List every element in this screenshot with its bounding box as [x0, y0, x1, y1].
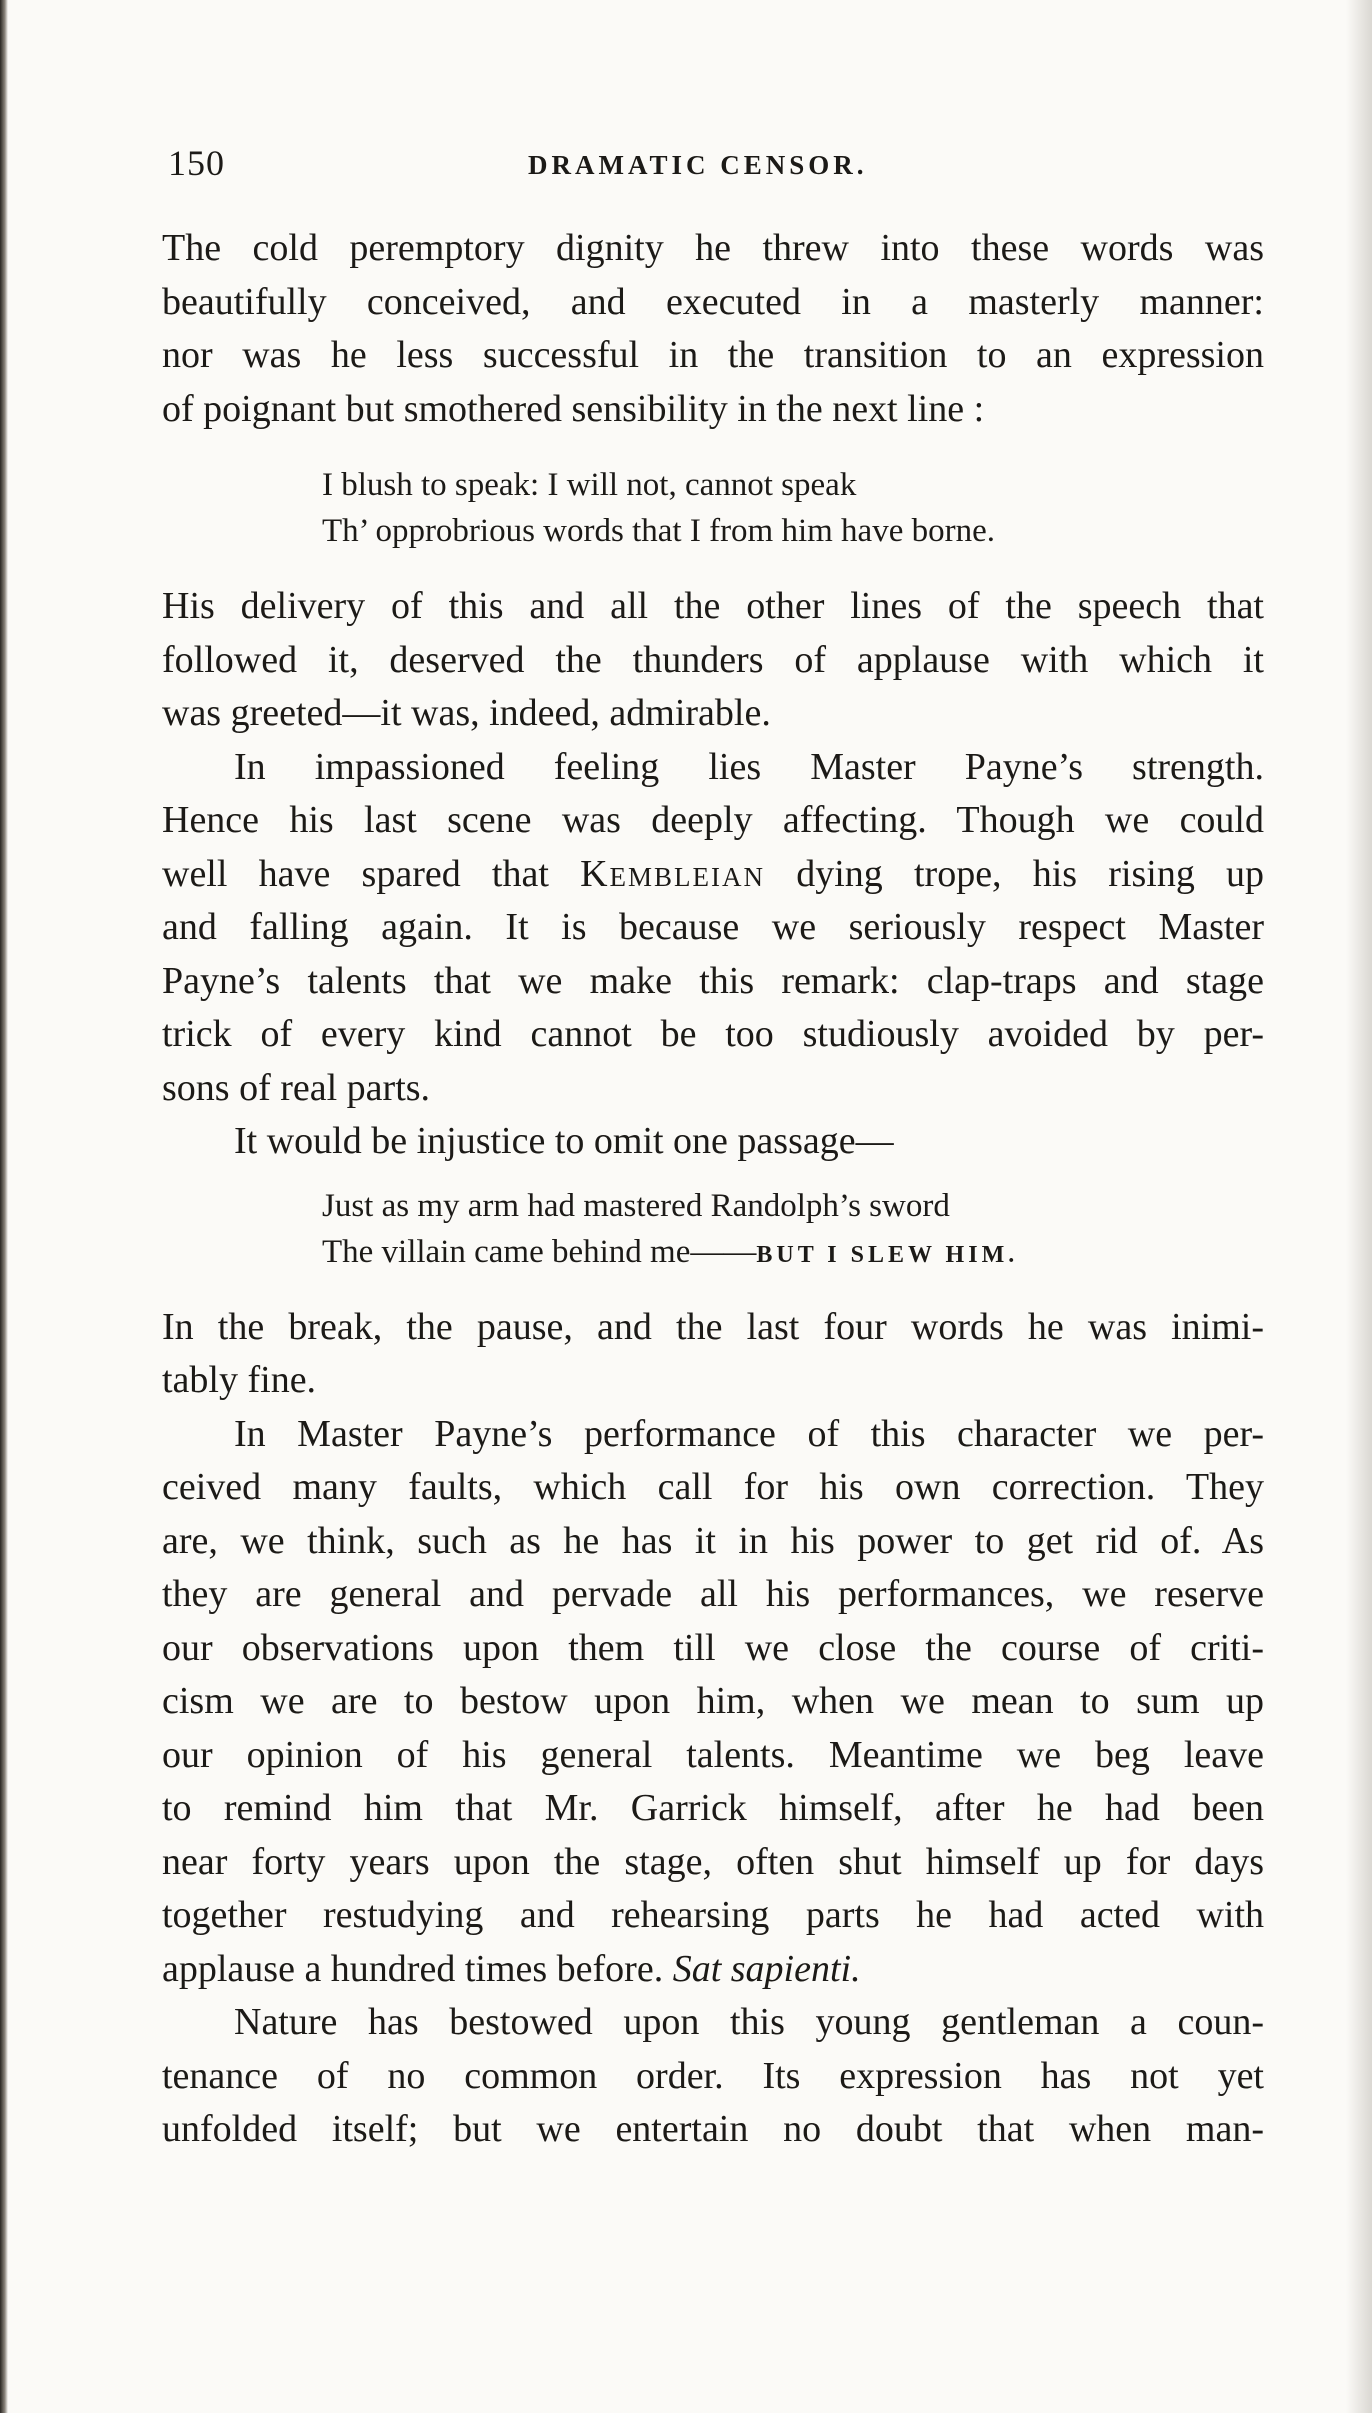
text-line: sons of real parts. [162, 1066, 431, 1109]
text-line: His delivery of this and all the other lines of the speech that [162, 585, 1264, 627]
text-line: are, we think, such as he has it in his power to get rid of. As [162, 1519, 1264, 1562]
page-number: 150 [168, 143, 225, 183]
text-fragment: dying trope, his rising up [796, 852, 1265, 895]
page-binding-shadow [0, 0, 8, 2413]
paragraph-7 [162, 1996, 1264, 2157]
text-line: In the break, the pause, and the last four words he was inimi- [162, 1305, 1264, 1348]
paragraph-5 [162, 1301, 1264, 1408]
text-line: In impassioned feeling lies Master Payne’s strength. [234, 745, 1264, 788]
verse-quote-1 [162, 462, 1264, 554]
text-line: cism we are to bestow upon him, when we mean to sum up [162, 1680, 1264, 1722]
verse-line [162, 1229, 1264, 1275]
small-caps-word: Kembleian [580, 852, 766, 895]
text-line: tably fine. [162, 1359, 317, 1401]
text-line: Hence his last scene was deeply affecting. Though we could [162, 799, 1264, 841]
spaced-caps-phrase: BUT I SLEW HIM. [756, 1241, 1019, 1268]
text-line: tenance of no common order. Its expression has not yet [162, 2054, 1264, 2097]
text-line [162, 848, 1264, 902]
text-line: our opinion of his general talents. Meantime we beg leave [162, 1733, 1264, 1776]
italic-phrase: Sat sapienti. [672, 1947, 861, 1990]
paragraph-3 [162, 741, 1264, 1116]
text-line: It would be injustice to omit one passage— [234, 1120, 894, 1162]
text-line: Payne’s talents that we make this remark: clap-traps and stage [162, 959, 1264, 1002]
text-fragment: well have spared that [162, 852, 549, 895]
text-line: In Master Payne’s performance of this character we per- [234, 1412, 1264, 1455]
text-line: together restudying and rehearsing parts he had acted with [162, 1894, 1264, 1936]
running-title: DRAMATIC CENSOR. [528, 150, 868, 180]
text-line: near forty years upon the stage, often shut himself up for days [162, 1840, 1264, 1883]
text-line: The cold peremptory dignity he threw into these words was [162, 227, 1264, 269]
text-line: was greeted—it was, indeed, admirable. [162, 692, 771, 734]
text-line: to remind him that Mr. Garrick himself, after he had been [162, 1787, 1264, 1829]
text-line: beautifully conceived, and executed in a masterly manner: [162, 280, 1264, 323]
text-line: and falling again. It is because we seriously respect Master [162, 906, 1264, 948]
verse-line: Th’ opprobrious words that I from him have borne. [322, 513, 995, 549]
text-line [162, 1943, 1264, 1997]
verse-line: Just as my arm had mastered Randolph’s sword [322, 1187, 950, 1224]
paragraph-4 [162, 1115, 1264, 1169]
text-line: nor was he less successful in the transition to an expression [162, 334, 1264, 376]
text-fragment: applause a hundred times before. [162, 1947, 664, 1990]
text-line: they are general and pervade all his performances, we reserve [162, 1573, 1264, 1615]
verse-line: I blush to speak: I will not, cannot speak [322, 467, 857, 503]
text-line: unfolded itself; but we entertain no doubt that when man- [162, 2108, 1264, 2150]
text-fragment: The villain came behind me—— [322, 1233, 757, 1270]
verse-quote-2 [162, 1183, 1264, 1275]
page-edge-shadow [1346, 0, 1372, 2413]
paragraph-1 [162, 222, 1264, 436]
text-line: trick of every kind cannot be too studiously avoided by per- [162, 1013, 1264, 1055]
text-line: Nature has bestowed upon this young gentleman a coun- [234, 2001, 1264, 2043]
body-text [162, 222, 1264, 2157]
text-line: followed it, deserved the thunders of applause with which it [162, 638, 1264, 681]
text-line: ceived many faults, which call for his own correction. They [162, 1466, 1264, 1508]
text-line: of poignant but smothered sensibility in the next line : [162, 387, 985, 430]
running-head [168, 142, 1268, 192]
text-line: our observations upon them till we close the course of criti- [162, 1626, 1264, 1669]
paragraph-2 [162, 580, 1264, 741]
paragraph-6 [162, 1408, 1264, 1997]
